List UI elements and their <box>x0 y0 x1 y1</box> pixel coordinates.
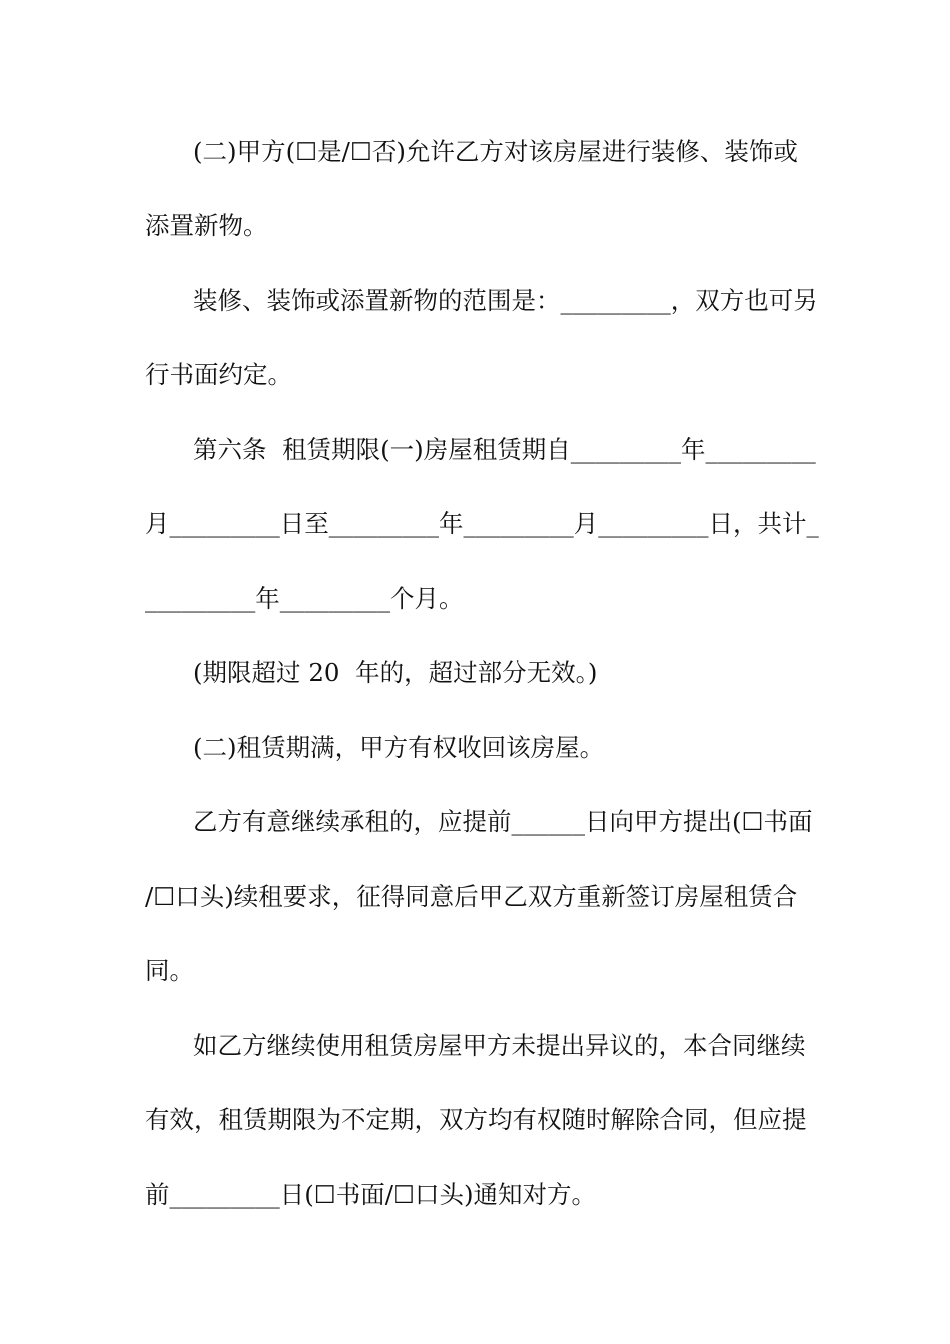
paragraph-line: /☐口头)续租要求，征得同意后甲乙双方重新签订房屋租赁合 <box>145 882 798 911</box>
paragraph-line: 同。 <box>145 956 194 985</box>
paragraph-line: (期限超过 20 年的，超过部分无效。) <box>193 658 598 687</box>
paragraph-line: 装修、装饰或添置新物的范围是：_________，双方也可另 <box>193 286 818 315</box>
paragraph-line: 如乙方继续使用租赁房屋甲方未提出异议的，本合同继续 <box>193 1031 806 1060</box>
paragraph-line: 第六条 租赁期限(一)房屋租赁期自_________年_________ <box>193 435 816 464</box>
paragraph-line: (二)租赁期满，甲方有权收回该房屋。 <box>193 733 605 762</box>
paragraph-line: 添置新物。 <box>145 211 268 240</box>
paragraph-line: 月_________日至_________年_________月_________日，共计_ <box>145 509 819 538</box>
paragraph-line: 乙方有意继续承租的，应提前______日向甲方提出(☐书面 <box>193 807 813 836</box>
paragraph-line: 行书面约定。 <box>145 360 292 389</box>
paragraph-line: 前_________日(☐书面/☐口头)通知对方。 <box>145 1180 597 1209</box>
paragraph-line: _________年_________个月。 <box>145 584 464 613</box>
paragraph-line: (二)甲方(☐是/☐否)允许乙方对该房屋进行装修、装饰或 <box>193 137 798 166</box>
paragraph-line: 有效，租赁期限为不定期，双方均有权随时解除合同，但应提 <box>145 1105 807 1134</box>
